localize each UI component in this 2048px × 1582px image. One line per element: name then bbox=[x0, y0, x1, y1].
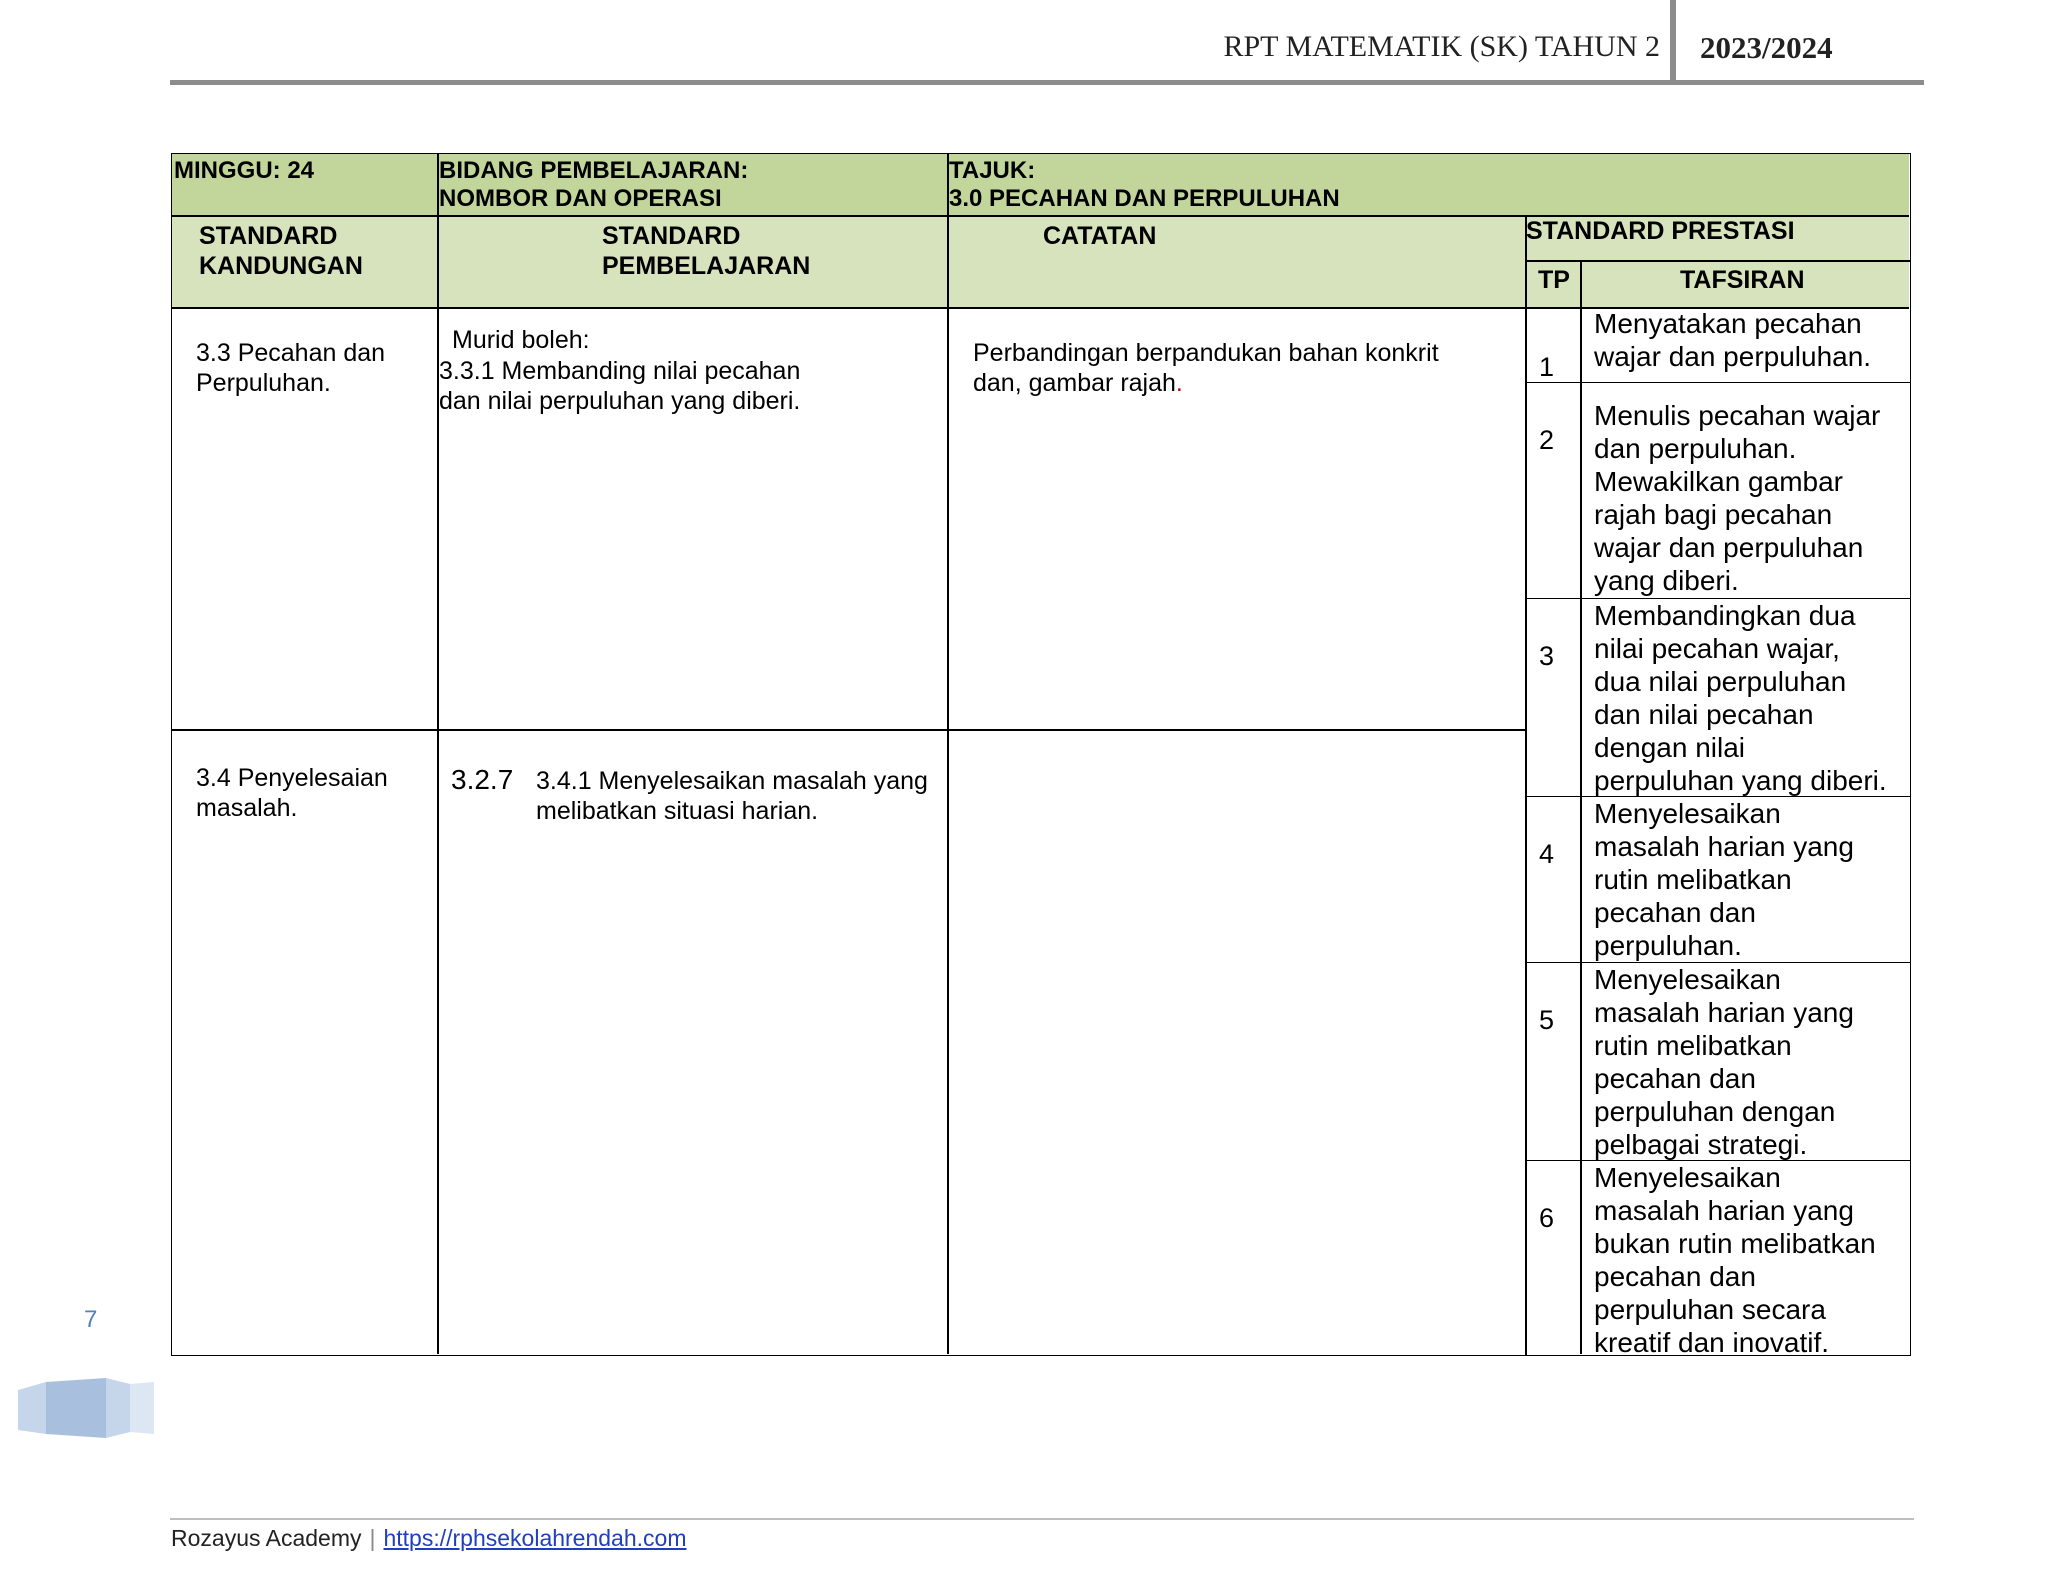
learning-standard-3-4-1-line2: melibatkan situasi harian. bbox=[536, 797, 819, 825]
learning-standard-number: 3.2.7 bbox=[451, 764, 514, 795]
header-separator bbox=[1670, 0, 1676, 80]
tafsiran-text: Menyelesaikan masalah harian yang bukan rutin melibatkan pecahan dan perpuluhan secara kreatif dan inovatif. bbox=[1594, 1162, 1876, 1358]
footer-org: Rozayus Academy bbox=[171, 1525, 362, 1551]
tp-number: 4 bbox=[1539, 839, 1555, 869]
col-header-standard-pembelajaran-2: PEMBELAJARAN bbox=[602, 252, 811, 280]
page-number: 7 bbox=[84, 1306, 98, 1333]
tp-number: 6 bbox=[1539, 1203, 1555, 1233]
learning-intro: Murid boleh: bbox=[452, 326, 590, 354]
week-label: MINGGU: 24 bbox=[174, 157, 315, 184]
tp-number: 1 bbox=[1539, 352, 1555, 382]
prestasi-row-1 bbox=[1525, 307, 1910, 383]
tafsiran-text: Menyelesaikan masalah harian yang rutin melibatkan pecahan dan perpuluhan dengan pelbagai strategi. bbox=[1594, 964, 1854, 1160]
content-standard-3-4-line2: masalah. bbox=[196, 794, 298, 822]
tafsiran-text: Membandingkan dua nilai pecahan wajar, dua nilai perpuluhan dan nilai pecahan dengan nilai perpuluhan yang diberi. bbox=[1594, 600, 1887, 796]
footer bbox=[171, 1525, 686, 1552]
content-standard-3-4-line1: 3.4 Penyelesaian bbox=[196, 764, 388, 792]
prestasi-row-6 bbox=[1525, 1161, 1910, 1358]
tafsiran-text: Menyelesaikan masalah harian yang rutin melibatkan pecahan dan perpuluhan. bbox=[1594, 798, 1854, 961]
tp-number: 2 bbox=[1539, 425, 1555, 455]
tafsiran-text: Menulis pecahan wajar dan perpuluhan. Mewakilkan gambar rajah bagi pecahan wajar dan perpuluhan yang diberi. bbox=[1594, 400, 1881, 596]
prestasi-row-4 bbox=[1525, 797, 1910, 963]
col-header-standard-pembelajaran-1: STANDARD bbox=[602, 222, 741, 250]
footer-rule bbox=[170, 1518, 1914, 1520]
prestasi-row-5 bbox=[1525, 963, 1910, 1161]
header-rule bbox=[170, 80, 1924, 85]
col-header-catatan: CATATAN bbox=[1043, 222, 1157, 250]
learning-standard-3-3-1-line2: dan nilai perpuluhan yang diberi. bbox=[439, 387, 801, 415]
notes-line2: dan, gambar rajah. bbox=[973, 369, 1183, 397]
field-value: NOMBOR DAN OPERASI bbox=[439, 185, 722, 212]
prestasi-row-3 bbox=[1525, 599, 1910, 797]
col-header-tafsiran: TAFSIRAN bbox=[1680, 266, 1805, 294]
learning-standard-3-4-1-line1: 3.4.1 Menyelesaikan masalah yang bbox=[536, 767, 928, 795]
notes-line1: Perbandingan berpandukan bahan konkrit bbox=[973, 339, 1439, 367]
page-decoration-shape bbox=[18, 1378, 154, 1440]
tafsiran-text: Menyatakan pecahan wajar dan perpuluhan. bbox=[1594, 308, 1872, 372]
document-year: 2023/2024 bbox=[1700, 30, 1833, 65]
lesson-plan-table bbox=[171, 153, 1911, 1356]
topic-value: 3.0 PECAHAN DAN PERPULUHAN bbox=[949, 185, 1340, 212]
col-header-standard-kandungan-2: KANDUNGAN bbox=[199, 252, 363, 280]
footer-link[interactable]: https://rphsekolahrendah.com bbox=[383, 1525, 687, 1551]
field-label: BIDANG PEMBELAJARAN: bbox=[439, 157, 749, 184]
tp-number: 3 bbox=[1539, 641, 1555, 671]
col-header-tp: TP bbox=[1538, 266, 1570, 294]
topic-label: TAJUK: bbox=[949, 157, 1036, 184]
prestasi-row-2 bbox=[1525, 383, 1910, 599]
learning-standard-3-3-1-line1: 3.3.1 Membanding nilai pecahan bbox=[439, 357, 801, 385]
document-title: RPT MATEMATIK (SK) TAHUN 2 bbox=[1223, 30, 1660, 63]
col-header-standard-kandungan-1: STANDARD bbox=[199, 222, 338, 250]
content-standard-3-3-line1: 3.3 Pecahan dan bbox=[196, 339, 386, 367]
tp-number: 5 bbox=[1539, 1005, 1555, 1035]
col-header-standard-prestasi: STANDARD PRESTASI bbox=[1526, 217, 1795, 245]
footer-separator: | bbox=[369, 1525, 376, 1551]
content-standard-3-3-line2: Perpuluhan. bbox=[196, 369, 331, 397]
